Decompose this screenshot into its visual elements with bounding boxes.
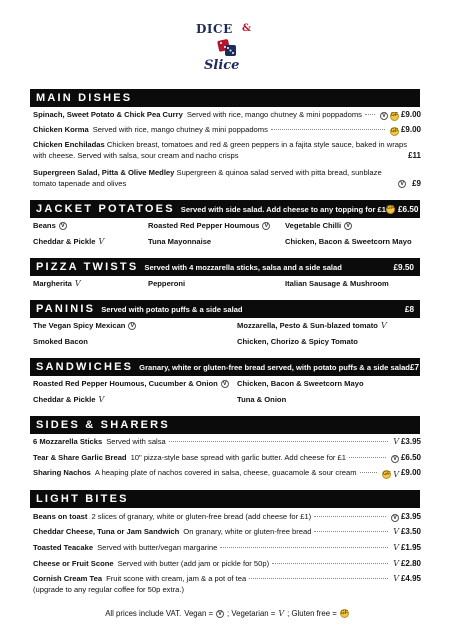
vegan-icon: V bbox=[222, 380, 227, 387]
vegan-icon: V bbox=[392, 515, 397, 521]
menu-item: Beans V bbox=[33, 221, 65, 230]
menu-item: Cheese or Fruit Scone Served with butter (add jam or pickle for 50p) V £2.80 bbox=[33, 559, 421, 568]
menu-item: Margherita V bbox=[33, 279, 81, 288]
logo-dice-text: DICE bbox=[196, 22, 233, 36]
menu-item-note: (upgrade to any regular coffee for 50p extra.) bbox=[33, 585, 184, 594]
vegetarian-icon: V bbox=[393, 437, 399, 446]
menu-item: Chicken Enchiladas Chicken breast, tomatoes and red & green peppers in a fajita style sauce, baked in wraps with cheese. Served with salsa, sour cream and nacho crisps £11 bbox=[33, 140, 421, 160]
menu-item: 6 Mozzarella Sticks Served with salsa V £3.95 bbox=[33, 437, 421, 446]
logo-slice-text: Slice bbox=[204, 58, 240, 73]
menu-item: Tuna & Onion bbox=[237, 395, 287, 404]
menu-item: Roasted Red Pepper Houmous V bbox=[148, 221, 269, 230]
vegetarian-icon: V bbox=[278, 609, 285, 618]
vegetarian-icon: V bbox=[380, 321, 387, 330]
vegetarian-icon: V bbox=[74, 279, 81, 288]
vegan-icon: V bbox=[381, 113, 386, 119]
menu-item: Chicken, Bacon & Sweetcorn Mayo bbox=[285, 237, 412, 246]
gluten-free-icon: GF bbox=[382, 470, 391, 479]
gluten-free-icon: GF bbox=[340, 609, 349, 618]
menu-item: Spinach, Sweet Potato & Chick Pea Curry Served with rice, mango chutney & mini poppadoms V GF £9.00 bbox=[33, 110, 421, 119]
menu-item: Supergreen Salad, Pitta & Olive Medley Supergreen & quinoa salad served with pitta bread, sunblaze tomato tapenade and olives V £9 bbox=[33, 168, 421, 188]
vegetarian-icon: V bbox=[98, 237, 105, 246]
menu-item: Smoked Bacon bbox=[33, 337, 88, 346]
menu-item: Chicken, Chorizo & Spicy Tomato bbox=[237, 337, 358, 346]
vegan-icon: V bbox=[392, 456, 397, 462]
footer-legend: All prices include VAT. Vegan = V ; Vegetarian = V ; Gluten free = GF bbox=[105, 609, 349, 618]
dice-icon bbox=[216, 38, 238, 58]
section-header-paninis: PANINIS Served with potato puffs & a side salad £8 bbox=[30, 300, 420, 318]
menu-item: Pepperoni bbox=[148, 279, 186, 288]
menu-item: Cornish Cream Tea Fruit scone with cream, jam & a pot of tea V £4.95 bbox=[33, 574, 421, 583]
gluten-free-icon: GF bbox=[390, 127, 399, 136]
vegan-icon: V bbox=[60, 222, 65, 229]
vegan-icon: V bbox=[218, 610, 223, 617]
menu-item: Vegetable Chilli V bbox=[285, 221, 351, 230]
menu-item: Mozzarella, Pesto & Sun-blazed tomato V bbox=[237, 321, 387, 330]
menu-item: Cheddar & Pickle V bbox=[33, 395, 105, 404]
logo-amp: & bbox=[242, 23, 252, 34]
menu-item: Tear & Share Garlic Bread 10" pizza-style base spread with garlic butter. Add cheese for £1 V £6.50 bbox=[33, 453, 421, 462]
vegetarian-icon: V bbox=[98, 395, 105, 404]
section-title: MAIN DISHES bbox=[36, 92, 133, 104]
menu-item: Roasted Red Pepper Houmous, Cucumber & Onion V bbox=[33, 379, 227, 388]
vegan-icon: V bbox=[130, 322, 135, 329]
menu-item: Chicken, Bacon & Sweetcorn Mayo bbox=[237, 379, 364, 388]
menu-item: The Vegan Spicy Mexican V bbox=[33, 321, 135, 330]
section-header-pizza-twists: PIZZA TWISTS Served with 4 mozzarella sticks, salsa and a side salad £9.50 bbox=[30, 258, 420, 276]
menu-item: Cheddar & Pickle V bbox=[33, 237, 105, 246]
logo bbox=[196, 22, 258, 80]
menu-item: Tuna Mayonnaise bbox=[148, 237, 212, 246]
section-header-sides-sharers: SIDES & SHARERS bbox=[30, 416, 420, 434]
vegetarian-icon: V bbox=[393, 470, 399, 480]
section-header-light-bites: LIGHT BITES bbox=[30, 490, 420, 508]
vegetarian-icon: V bbox=[393, 543, 399, 552]
vegetarian-icon: V bbox=[393, 559, 399, 568]
vegan-icon: V bbox=[400, 180, 405, 187]
menu-item: Chicken Korma Served with rice, mango chutney & mini poppadoms GF £9.00 bbox=[33, 124, 421, 136]
menu-item: Toasted Teacake Served with butter/vegan margarine V £1.95 bbox=[33, 543, 421, 552]
section-header-jacket-potatoes: JACKET POTATOES Served with side salad. Add cheese to any topping for £1 GF £6.50 bbox=[30, 200, 420, 218]
gluten-free-icon: GF bbox=[386, 205, 395, 214]
section-header-sandwiches: SANDWICHES Granary, white or gluten-free bread served, with potato puffs & a side salad £7 bbox=[30, 358, 420, 376]
menu-item: Cheddar Cheese, Tuna or Jam Sandwich On granary, white or gluten-free bread V £3.50 bbox=[33, 527, 421, 536]
vegetarian-icon: V bbox=[393, 527, 399, 536]
vegan-icon: V bbox=[264, 222, 269, 229]
gluten-free-icon: GF bbox=[390, 112, 399, 121]
vegan-icon: V bbox=[346, 222, 351, 229]
menu-item: Sharing Nachos A heaping plate of nachos covered in salsa, cheese, guacamole & sour cream GF V £9.00 bbox=[33, 468, 421, 480]
menu-item: Italian Sausage & Mushroom bbox=[285, 279, 389, 288]
vegetarian-icon: V bbox=[393, 574, 399, 583]
section-header-main-dishes bbox=[30, 89, 420, 107]
menu-item: Beans on toast 2 slices of granary, white or gluten-free bread (add cheese for £1) V £3.95 bbox=[33, 512, 421, 521]
